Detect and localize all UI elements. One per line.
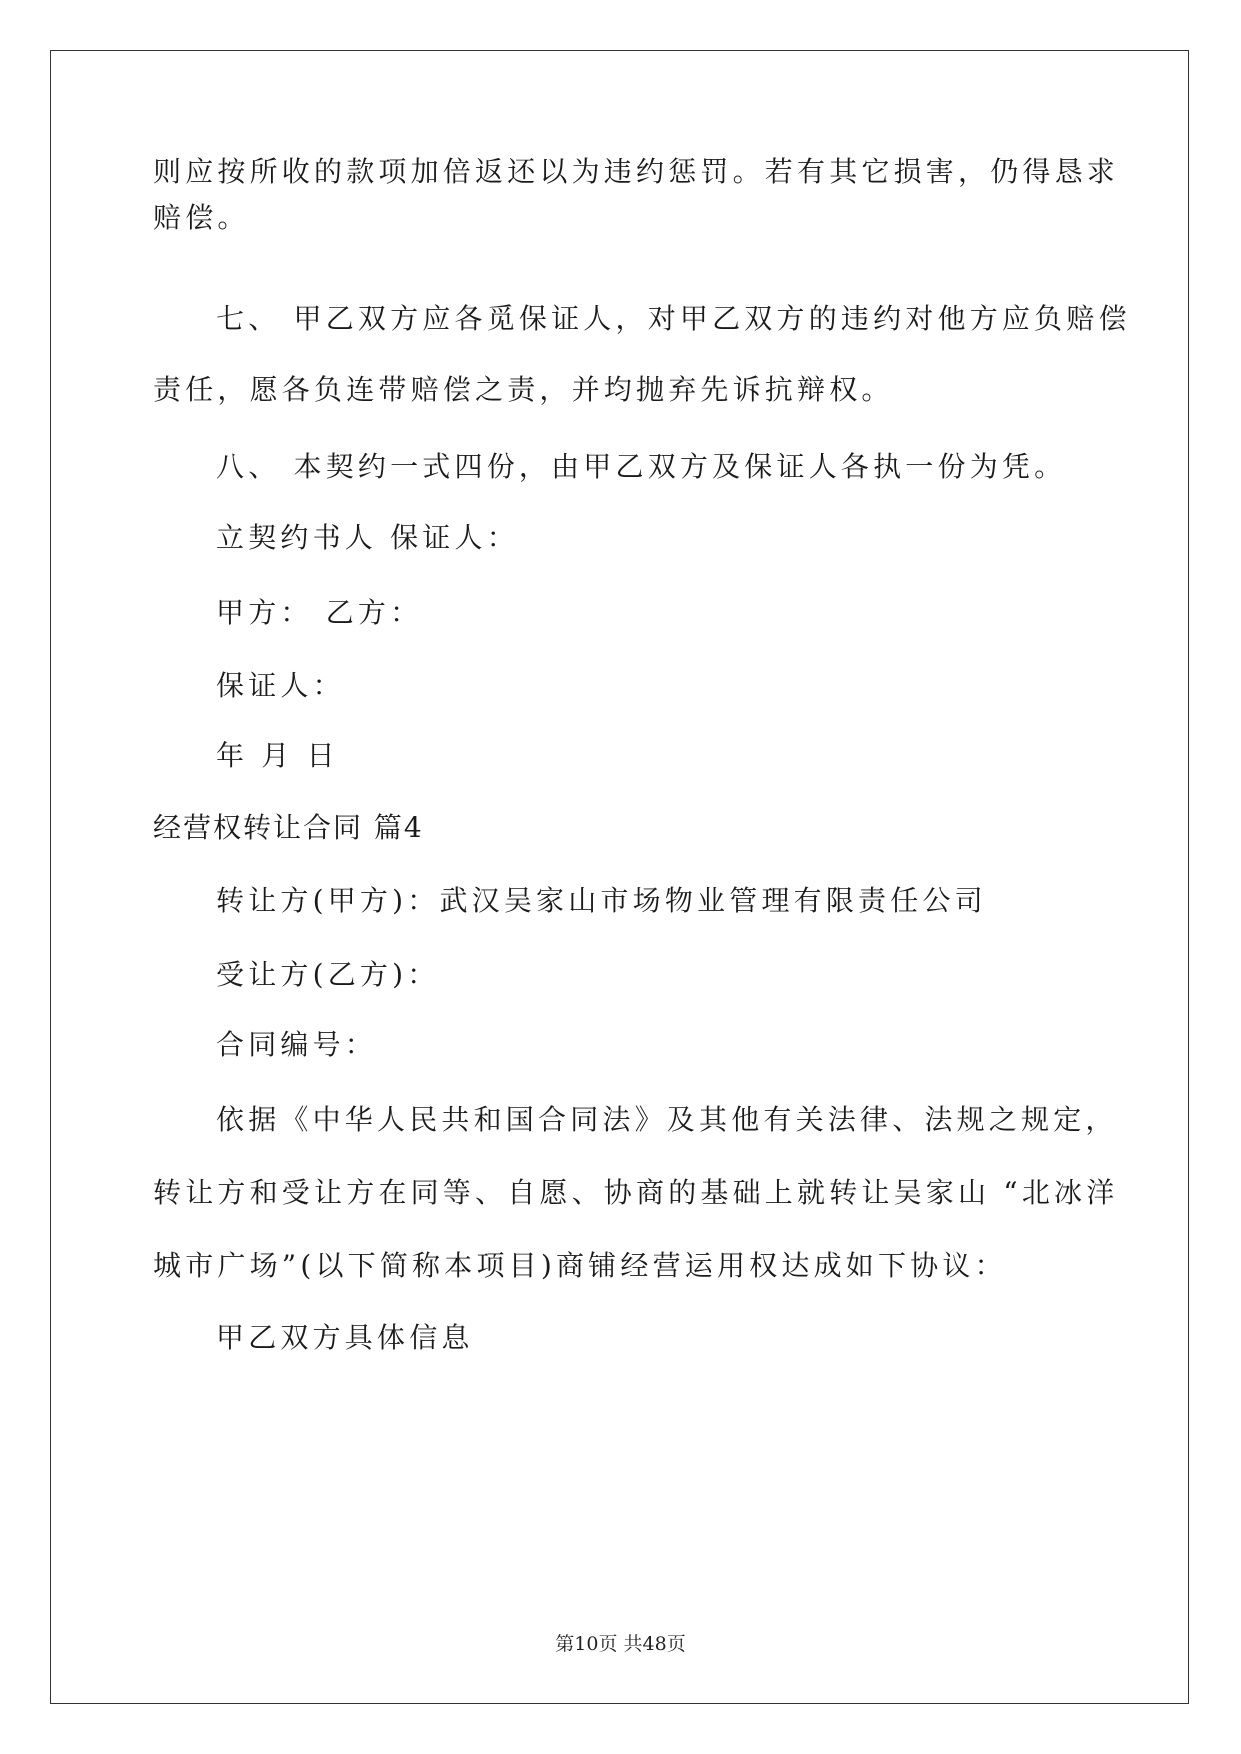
transferor-line: 转让方(甲方)：武汉吴家山市场物业管理有限责任公司 — [216, 884, 987, 917]
body-line-2: 赔偿。 — [153, 201, 250, 234]
party-info-heading: 甲乙双方具体信息 — [216, 1321, 474, 1354]
page-number: 第10页 共48页 — [555, 1633, 686, 1655]
clause-eight: 八、 本契约一式四份，由甲乙双方及保证人各执一份为凭。 — [216, 450, 1067, 483]
clause-seven-line-2: 责任，愿各负连带赔偿之责，并均抛弃先诉抗辩权。 — [153, 373, 894, 406]
transferee-line: 受让方(乙方)： — [216, 958, 440, 991]
party-line: 甲方： 乙方： — [216, 596, 423, 629]
page-footer — [0, 1631, 1241, 1657]
section-heading: 经营权转让合同 篇4 — [153, 811, 424, 844]
preamble-line-1: 依据《中华人民共和国合同法》及其他有关法律、法规之规定， — [216, 1103, 1118, 1136]
preamble-line-3: 城市广场”(以下简称本项目)商铺经营运用权达成如下协议： — [153, 1249, 1007, 1282]
clause-seven-line-1: 七、 甲乙双方应各觅保证人，对甲乙双方的违约对他方应负赔偿 — [216, 302, 1131, 335]
body-line-1: 则应按所收的款项加倍返还以为违约惩罚。若有其它损害，仍得恳求 — [153, 155, 1120, 188]
signatory-line: 立契约书人 保证人： — [216, 521, 519, 554]
guarantor-line: 保证人： — [216, 669, 345, 702]
preamble-line-2: 转让方和受让方在同等、自愿、协商的基础上就转让吴家山 “北冰洋 — [153, 1176, 1119, 1209]
contract-number-line: 合同编号： — [216, 1028, 378, 1061]
date-line: 年 月 日 — [216, 739, 339, 772]
